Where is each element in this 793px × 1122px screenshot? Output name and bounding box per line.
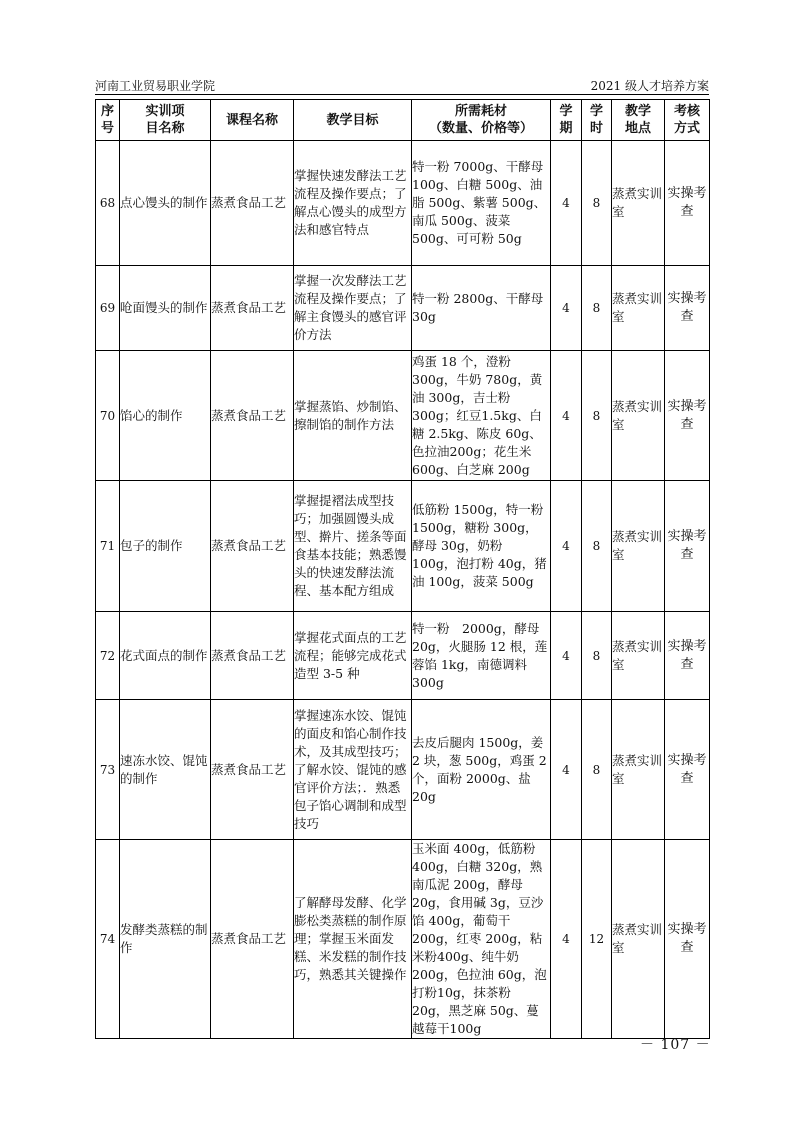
col-header-materials: 所需耗材 （数量、价格等）	[412, 100, 551, 141]
table-row	[96, 700, 710, 840]
cell-no: 68	[96, 141, 120, 266]
cell-no: 71	[96, 481, 120, 612]
cell-no: 73	[96, 700, 120, 840]
cell-no: 69	[96, 266, 120, 351]
col-header-item: 实训项 目名称	[120, 100, 211, 141]
cell-item: 馅心的制作	[120, 351, 211, 481]
table-row	[96, 840, 710, 1039]
cell-no: 74	[96, 840, 120, 1039]
cell-item: 发酵类蒸糕的制作	[120, 840, 211, 1039]
cell-item: 包子的制作	[120, 481, 211, 612]
cell-location: 蒸煮实训室	[612, 700, 665, 840]
cell-materials: 特一粉 2000g，酵母20g，火腿肠 12 根，莲蓉馅 1kg，南德调料300g	[412, 612, 551, 700]
cell-item: 速冻水饺、馄饨的制作	[120, 700, 211, 840]
cell-location: 蒸煮实训室	[612, 266, 665, 351]
cell-location: 蒸煮实训室	[612, 141, 665, 266]
cell-exam: 实操考查	[665, 266, 710, 351]
cell-hours: 8	[582, 141, 612, 266]
cell-location: 蒸煮实训室	[612, 481, 665, 612]
cell-hours: 8	[582, 612, 612, 700]
cell-exam: 实操考查	[665, 351, 710, 481]
cell-goal: 掌握提褶法成型技巧；加强圆馒头成型、擀片、搓条等面食基本技能；熟悉馒头的快速发酵法流程、基本配方组成	[294, 481, 412, 612]
cell-no: 72	[96, 612, 120, 700]
cell-exam: 实操考查	[665, 840, 710, 1039]
cell-exam: 实操考查	[665, 700, 710, 840]
cell-exam: 实操考查	[665, 481, 710, 612]
table-row	[96, 351, 710, 481]
cell-course: 蒸煮食品工艺	[211, 481, 294, 612]
table-row	[96, 612, 710, 700]
table-row	[96, 141, 710, 266]
table-header-row	[96, 100, 710, 141]
cell-location: 蒸煮实训室	[612, 612, 665, 700]
cell-goal: 掌握蒸馅、炒制馅、擦制馅的制作方法	[294, 351, 412, 481]
cell-materials: 特一粉 2800g、干酵母30g	[412, 266, 551, 351]
cell-item: 点心馒头的制作	[120, 141, 211, 266]
cell-hours: 8	[582, 481, 612, 612]
page-header	[95, 76, 709, 96]
cell-goal: 掌握快速发酵法工艺流程及操作要点；了解点心馒头的成型方法和感官特点	[294, 141, 412, 266]
cell-location: 蒸煮实训室	[612, 351, 665, 481]
col-header-goal: 教学目标	[294, 100, 412, 141]
cell-term: 4	[551, 266, 582, 351]
col-header-hours: 学 时	[582, 100, 612, 141]
cell-goal: 掌握一次发酵法工艺流程及操作要点；了解主食馒头的感官评价方法	[294, 266, 412, 351]
document-title: 2021 级人才培养方案	[590, 79, 709, 93]
cell-course: 蒸煮食品工艺	[211, 700, 294, 840]
table-row	[96, 481, 710, 612]
page-number: － 107 －	[640, 1037, 711, 1053]
cell-exam: 实操考查	[665, 141, 710, 266]
col-header-term: 学 期	[551, 100, 582, 141]
cell-course: 蒸煮食品工艺	[211, 612, 294, 700]
cell-materials: 去皮后腿肉 1500g，姜2 块，葱 500g，鸡蛋 2个，面粉 2000g、盐 20g	[412, 700, 551, 840]
cell-materials: 玉米面 400g，低筋粉400g，白糖 320g，熟南瓜泥 200g，酵母20g，食用碱 3g，豆沙馅 400g，葡萄干 200g，红枣 200g，粘米粉400g、纯牛奶 200g，色拉油 60g，泡打粉10g，抹茶粉 20g，黑芝麻 50g、蔓越莓干100g	[412, 840, 551, 1039]
col-header-course: 课程名称	[211, 100, 294, 141]
cell-goal: 了解酵母发酵、化学膨松类蒸糕的制作原理；掌握玉米面发糕、米发糕的制作技巧，熟悉其关键操作	[294, 840, 412, 1039]
cell-exam: 实操考查	[665, 612, 710, 700]
cell-materials: 特一粉 7000g、干酵母100g、白糖 500g、油脂 500g、紫薯 500g、南瓜 500g、菠菜 500g、可可粉 50g	[412, 141, 551, 266]
col-header-no: 序 号	[96, 100, 120, 141]
cell-materials: 低筋粉 1500g，特一粉1500g，糖粉 300g，酵母 30g，奶粉 100g，泡打粉 40g，猪油 100g，菠菜 500g	[412, 481, 551, 612]
cell-term: 4	[551, 141, 582, 266]
cell-course: 蒸煮食品工艺	[211, 351, 294, 481]
cell-course: 蒸煮食品工艺	[211, 141, 294, 266]
cell-location: 蒸煮实训室	[612, 840, 665, 1039]
cell-hours: 8	[582, 266, 612, 351]
cell-goal: 掌握速冻水饺、馄饨的面皮和馅心制作技术，及其成型技巧；了解水饺、馄饨的感官评价方法；．熟悉包子馅心调制和成型技巧	[294, 700, 412, 840]
col-header-exam: 考核 方式	[665, 100, 710, 141]
table-row	[96, 266, 710, 351]
cell-hours: 8	[582, 700, 612, 840]
cell-hours: 8	[582, 351, 612, 481]
cell-term: 4	[551, 700, 582, 840]
cell-item: 呛面馒头的制作	[120, 266, 211, 351]
training-table	[95, 99, 710, 1039]
cell-term: 4	[551, 351, 582, 481]
cell-goal: 掌握花式面点的工艺流程；能够完成花式造型 3-5 种	[294, 612, 412, 700]
cell-item: 花式面点的制作	[120, 612, 211, 700]
cell-course: 蒸煮食品工艺	[211, 266, 294, 351]
cell-term: 4	[551, 612, 582, 700]
header-divider	[95, 94, 709, 95]
cell-no: 70	[96, 351, 120, 481]
cell-course: 蒸煮食品工艺	[211, 840, 294, 1039]
cell-term: 4	[551, 840, 582, 1039]
cell-hours: 12	[582, 840, 612, 1039]
cell-materials: 鸡蛋 18 个，澄粉 300g，牛奶 780g，黄油 300g，吉士粉 300g；红豆1.5kg、白糖 2.5kg、陈皮 60g、色拉油200g；花生米 600g、白芝麻 200g	[412, 351, 551, 481]
cell-term: 4	[551, 481, 582, 612]
col-header-location: 教学 地点	[612, 100, 665, 141]
school-name: 河南工业贸易职业学院	[95, 79, 216, 93]
